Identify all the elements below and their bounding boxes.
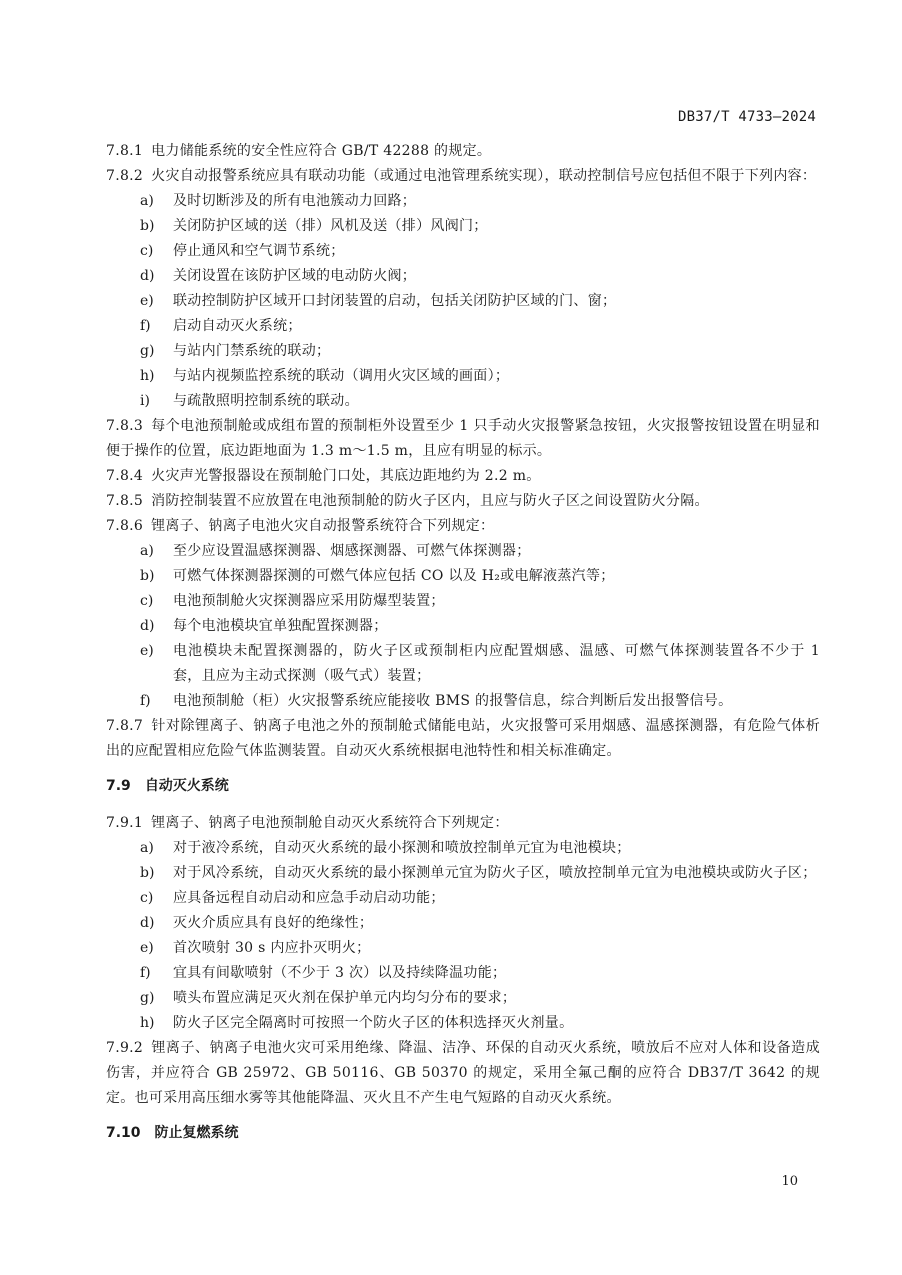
clause-number: 7.8.3 [106, 418, 144, 434]
list-item-text: 每个电池模块宜单独配置探测器； [173, 618, 388, 634]
list-item-text: 至少应设置温感探测器、烟感探测器、可燃气体探测器； [173, 543, 531, 559]
list-item-text: 及时切断涉及的所有电池簇动力回路； [173, 193, 417, 209]
list-item [140, 836, 820, 861]
list-item-text: 关闭设置在该防护区域的电动防火阀； [173, 268, 417, 284]
clause-text: 锂离子、钠离子电池预制舱自动灭火系统符合下列规定： [151, 815, 509, 831]
list-item-label: b) [140, 568, 155, 584]
list-item [140, 339, 820, 364]
list-item-label: b) [140, 865, 155, 881]
clause-7-8-3 [106, 414, 820, 464]
clause-7-8-2 [106, 164, 820, 189]
list-item [140, 214, 820, 239]
list-item [140, 539, 820, 564]
list-item [140, 961, 820, 986]
list-item [140, 986, 820, 1011]
list-item-text: 与疏散照明控制系统的联动。 [173, 393, 359, 409]
section-title: 防止复燃系统 [154, 1125, 239, 1141]
clause-7-8-4 [106, 464, 820, 489]
clause-text: 火灾自动报警系统应具有联动功能（或通过电池管理系统实现），联动控制信号应包括但不限于下列内容： [151, 168, 817, 184]
clause-number: 7.8.1 [106, 143, 144, 159]
list-item-text: 防火子区完全隔离时可按照一个防火子区的体积选择灭火剂量。 [173, 1015, 574, 1031]
clause-text: 消防控制装置不应放置在电池预制舱的防火子区内，且应与防火子区之间设置防火分隔。 [151, 493, 709, 509]
list-item-text: 电池模块未配置探测器的，防火子区或预制柜内应配置烟感、温感、可燃气体探测装置各不少于 1 套，且应为主动式探测（吸气式）装置； [173, 643, 820, 684]
list-item [140, 614, 820, 639]
clause-number: 7.9.1 [106, 815, 144, 831]
list-item-text: 关闭防护区域的送（排）风机及送（排）风阀门； [173, 218, 488, 234]
list-item [140, 639, 820, 689]
list-item-text: 对于液冷系统，自动灭火系统的最小探测和喷放控制单元宜为电池模块； [173, 840, 631, 856]
list-item [140, 886, 820, 911]
list-item-text: 与站内视频监控系统的联动（调用火灾区域的画面）； [173, 368, 510, 384]
list-item-text: 停止通风和空气调节系统； [173, 243, 345, 259]
list-item [140, 861, 820, 886]
clause-number: 7.8.4 [106, 468, 144, 484]
list-item-label: a) [140, 543, 154, 559]
section-number: 7.9 [106, 778, 131, 794]
list-item [140, 239, 820, 264]
list-item [140, 314, 820, 339]
list-item [140, 589, 820, 614]
list-item-label: e) [140, 293, 154, 309]
list-item-text: 与站内门禁系统的联动； [173, 343, 331, 359]
clause-number: 7.8.5 [106, 493, 144, 509]
section-heading-7-10 [106, 1121, 820, 1146]
list-item-text: 首次喷射 30 s 内应扑灭明火； [173, 940, 371, 956]
list-item [140, 911, 820, 936]
list-item [140, 289, 820, 314]
clause-text: 针对除锂离子、钠离子电池之外的预制舱式储能电站，火灾报警可采用烟感、温感探测器，有危险气体析出的应配置相应危险气体监测装置。自动灭火系统根据电池特性和相关标准确定。 [106, 718, 820, 759]
clause-number: 7.8.6 [106, 518, 144, 534]
section-number: 7.10 [106, 1125, 141, 1141]
list-item-label: d) [140, 915, 155, 931]
list-item [140, 689, 820, 714]
section-title: 自动灭火系统 [144, 778, 229, 794]
list-item-label: f) [140, 693, 151, 709]
list-item-label: f) [140, 318, 151, 334]
list-item-label: i) [140, 393, 150, 409]
clause-7-8-7 [106, 714, 820, 764]
list-item [140, 389, 820, 414]
list-item-label: e) [140, 940, 154, 956]
document-body [106, 139, 820, 1158]
clause-number: 7.8.7 [106, 718, 144, 734]
list-item [140, 364, 820, 389]
list-item-label: c) [140, 890, 154, 906]
list-item-text: 可燃气体探测器探测的可燃气体应包括 CO 以及 H₂或电解液蒸汽等； [173, 568, 615, 584]
list-item-label: b) [140, 218, 155, 234]
list-item-text: 联动控制防护区域开口封闭装置的启动，包括关闭防护区域的门、窗； [173, 293, 617, 309]
list-item-text: 灭火介质应具有良好的绝缘性； [173, 915, 374, 931]
list-item-text: 喷头布置应满足灭火剂在保护单元内均匀分布的要求； [173, 990, 517, 1006]
list-item [140, 1011, 820, 1036]
clause-7-8-1 [106, 139, 820, 164]
clause-7-8-6 [106, 514, 820, 539]
list-item-text: 应具备远程自动启动和应急手动启动功能； [173, 890, 445, 906]
list-item [140, 264, 820, 289]
list-item-label: g) [140, 990, 155, 1006]
list-item-label: e) [140, 643, 154, 659]
list-item-text: 电池预制舱火灾探测器应采用防爆型装置； [173, 593, 445, 609]
list-item-label: c) [140, 243, 154, 259]
clause-number: 7.8.2 [106, 168, 144, 184]
list-item-text: 宜具有间歇喷射（不少于 3 次）以及持续降温功能； [173, 965, 507, 981]
list-item-label: h) [140, 368, 155, 384]
list-item [140, 936, 820, 961]
list-item-text: 对于风冷系统，自动灭火系统的最小探测单元宜为防火子区，喷放控制单元宜为电池模块或防火子区； [173, 865, 817, 881]
clause-7-9-2 [106, 1036, 820, 1111]
list-item-label: a) [140, 840, 154, 856]
section-heading-7-9 [106, 774, 820, 799]
list-item-label: f) [140, 965, 151, 981]
document-code: DB37/T 4733—2024 [677, 109, 816, 125]
clause-text: 锂离子、钠离子电池火灾自动报警系统符合下列规定： [151, 518, 495, 534]
list-item-label: c) [140, 593, 154, 609]
clause-text: 火灾声光警报器设在预制舱门口处，其底边距地约为 2.2 m。 [151, 468, 541, 484]
clause-text: 电力储能系统的安全性应符合 GB/T 42288 的规定。 [151, 143, 492, 159]
list-item-label: g) [140, 343, 155, 359]
page-number: 10 [781, 1174, 798, 1189]
list-item-label: h) [140, 1015, 155, 1031]
list-item [140, 564, 820, 589]
clause-7-8-5 [106, 489, 820, 514]
clause-number: 7.9.2 [106, 1040, 144, 1056]
clause-7-9-1 [106, 811, 820, 836]
clause-text: 每个电池预制舱或成组布置的预制柜外设置至少 1 只手动火灾报警紧急按钮，火灾报警按钮设置在明显和便于操作的位置，底边距地面为 1.3 m～1.5 m，且应有明显的标示。 [106, 418, 820, 459]
clause-text: 锂离子、钠离子电池火灾可采用绝缘、降温、洁净、环保的自动灭火系统，喷放后不应对人体和设备造成伤害，并应符合 GB 25972、GB 50116、GB 50370 的规定，采用全氟己酮的应符合 DB37/T 3642 的规定。也可采用高压细水雾等其他能降温、灭火且不产生电气短路的自动灭火系统。 [106, 1040, 820, 1106]
list-item-text: 启动自动灭火系统； [173, 318, 302, 334]
list-item [140, 189, 820, 214]
list-item-label: d) [140, 268, 155, 284]
list-item-label: d) [140, 618, 155, 634]
list-item-label: a) [140, 193, 154, 209]
list-item-text: 电池预制舱（柜）火灾报警系统应能接收 BMS 的报警信息，综合判断后发出报警信号。 [173, 693, 733, 709]
